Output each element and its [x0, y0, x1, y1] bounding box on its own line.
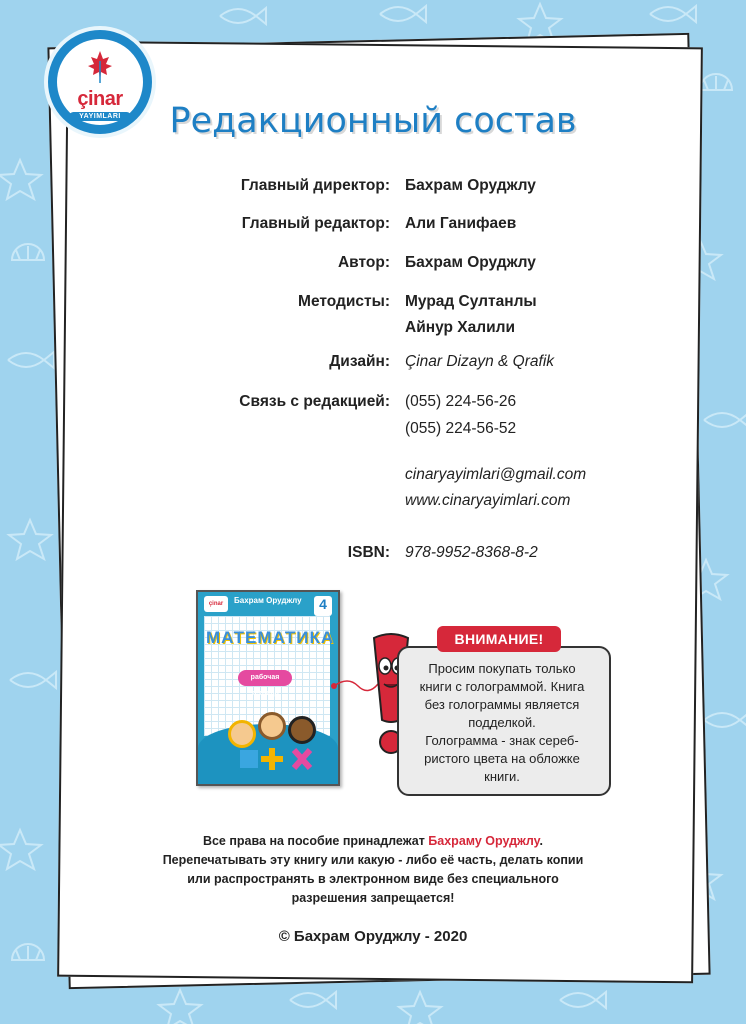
warning-line: подделкой.: [468, 715, 536, 730]
child-figure: [288, 716, 316, 744]
credit-value: Али Ганифаев: [405, 215, 517, 232]
credit-label: Главный директор:: [240, 177, 390, 194]
credit-label: Автор:: [337, 254, 390, 271]
warning-line: Голограмма - знак сереб-: [425, 733, 579, 748]
credit-value: Çinar Dizayn & Qrafik: [405, 353, 555, 370]
child-figure: [258, 712, 286, 740]
starfish-icon: [9, 520, 51, 559]
copyright-line: © Бахрам Оруджлу - 2020: [278, 928, 468, 945]
warning-line: Просим покупать только: [428, 661, 576, 676]
rights-notice: [150, 832, 596, 908]
credit-value: Мурад Султанлы: [405, 293, 537, 310]
notice-line: разрешения запрещается!: [291, 891, 455, 905]
credit-label: Методисты:: [298, 293, 390, 310]
credit-value: Айнур Халили: [405, 319, 515, 336]
phone-number: (055) 224-56-26: [405, 393, 517, 410]
warning-line: без голограммы является: [424, 697, 580, 712]
phone-number: (055) 224-56-52: [405, 420, 517, 437]
book-publisher-logo: çinar: [204, 596, 228, 612]
fish-icon: [650, 6, 696, 22]
notice-line: Перепечатывать эту книгу или какую - либо её часть, делать копии: [162, 853, 584, 867]
book-subject-title: МАТЕМАТИКА: [206, 628, 335, 647]
email-address: cinaryayimlari@gmail.com: [405, 466, 587, 483]
notice-line: или распространять в электронном виде без специального: [187, 872, 559, 886]
book-author: Бахрам Оруджлу: [234, 596, 302, 605]
fish-icon: [704, 412, 746, 428]
credit-value: 978-9952-8368-8-2: [405, 544, 538, 561]
shell-icon: [700, 74, 732, 90]
starfish-icon: [159, 990, 201, 1024]
warning-text: [400, 660, 604, 786]
notice-author-name: Бахраму Оруджлу: [428, 834, 540, 848]
website-address: www.cinaryayimlari.com: [405, 492, 571, 509]
fish-icon: [8, 352, 54, 368]
shell-icon: [12, 944, 44, 960]
book-cover-image: [196, 590, 340, 786]
warning-line: книги.: [484, 769, 520, 784]
warning-title: ВНИМАНИЕ!: [437, 626, 561, 652]
credit-label: Дизайн:: [329, 353, 390, 370]
credit-value: Бахрам Оруджлу: [405, 177, 536, 194]
credit-label: Главный редактор:: [241, 215, 390, 232]
fish-icon: [290, 992, 336, 1008]
starfish-icon: [399, 992, 441, 1024]
notice-suffix: .: [539, 834, 544, 848]
credit-label: ISBN:: [347, 544, 390, 561]
fish-icon: [10, 672, 56, 688]
notice-prefix: Все права на пособие принадлежат: [202, 834, 429, 848]
shell-icon: [12, 244, 44, 260]
publisher-subtitle: YAYIMLARI: [69, 112, 131, 121]
credit-value: Бахрам Оруджлу: [405, 254, 536, 271]
book-workbook-tag: рабочая тетрадь: [238, 670, 292, 686]
fish-icon: [704, 712, 746, 728]
publisher-name: çinar: [77, 88, 123, 110]
credit-label: Связь с редакцией:: [239, 393, 390, 410]
math-symbols-icon: [238, 742, 318, 776]
maple-leaf-icon: [87, 49, 113, 85]
warning-line: ристого цвета на обложке: [424, 751, 580, 766]
page-title: Редакционный состав: [169, 101, 577, 141]
fish-icon: [380, 6, 426, 22]
starfish-icon: [0, 830, 41, 869]
notice-line: [150, 832, 596, 851]
fish-icon: [560, 992, 606, 1008]
warning-line: книги с голограммой. Книга: [419, 679, 585, 694]
book-grade: 4: [314, 596, 332, 616]
starfish-icon: [0, 160, 41, 199]
fish-icon: [220, 8, 266, 24]
